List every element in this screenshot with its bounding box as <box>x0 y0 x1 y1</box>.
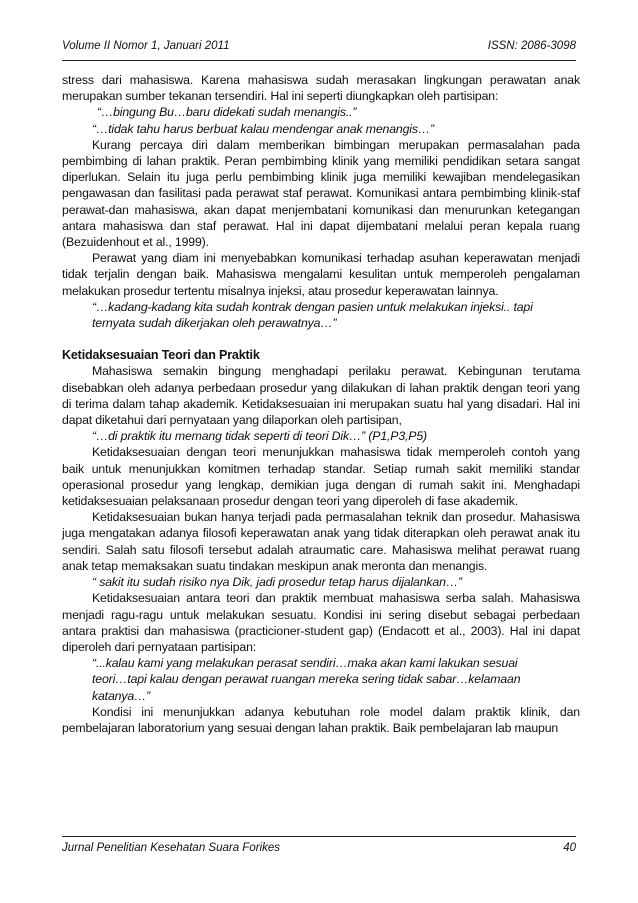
article-body <box>62 72 580 736</box>
paragraph: Ketidaksesuaian bukan hanya terjadi pada permasalahan teknik dan prosedur. Mahasiswa juga mengatakan adanya filosofi keperawatan anak yang tidak diterapkan oleh perawat anak itu sendiri. Salah satu filosofi tersebut adalah atraumatic care. Mahasiswa melihat perawat ruang anak tetap memaksakan suatu tindakan meskipun anak meronta dan menangis. <box>62 510 580 573</box>
page-header <box>62 40 576 52</box>
paragraph: stress dari mahasiswa. Karena mahasiswa sudah merasakan lingkungan perawatan anak merupakan sumber tekanan tersendiri. Hal ini seperti diungkapkan oleh partisipan: <box>62 73 580 104</box>
journal-name: Jurnal Penelitian Kesehatan Suara Forikes <box>62 842 280 854</box>
paragraph: Ketidaksesuaian antara teori dan praktik membuat mahasiswa serba salah. Mahasiswa menjadi ragu-ragu untuk melakukan sesuatu. Kondisi ini sering disebut sebagai perbedaan antara praktisi dan mahasiswa (practicioner-student gap) (Endacott et al., 2003). Hal ini dapat diperoleh dari pernyataan partisipan: <box>62 591 580 654</box>
participant-quote: ternyata sudah dikerjakan oleh perawatnya…” <box>92 316 337 331</box>
issn: ISSN: 2086-3098 <box>487 40 576 52</box>
page-number: 40 <box>563 842 576 854</box>
journal-volume: Volume II Nomor 1, Januari 2011 <box>62 40 230 52</box>
participant-quote: “…tidak tahu harus berbuat kalau mendengar anak menangis…” <box>92 121 434 136</box>
page-footer <box>62 842 576 854</box>
participant-quote: “…di praktik itu memang tidak seperti di teori Dik…” (P1,P3,P5) <box>92 429 427 444</box>
paragraph: Mahasiswa semakin bingung menghadapi perilaku perawat. Kebingunan terutama disebabkan oleh adanya perbedaan prosedur yang dilakukan di lahan praktik dengan teori yang di terima dalam tahap akademik. Ketidaksesuaian ini merupakan suatu hal yang disadari. Hal ini dapat diketahui dari pernyataan yang dilaporkan oleh partisipan, <box>62 364 580 428</box>
header-divider <box>62 60 576 61</box>
participant-quote: “...kalau kami yang melakukan perasat sendiri…maka akan kami lakukan sesuai <box>92 656 518 671</box>
paragraph: Perawat yang diam ini menyebabkan komunikasi terhadap asuhan keperawatan menjadi tidak terjalin dengan baik. Mahasiswa mengalami kesulitan untuk memperoleh pengalaman melakukan prosedur tertentu misalnya injeksi, atau prosedur keperawatan lainnya. <box>62 251 580 298</box>
participant-quote: “ sakit itu sudah risiko nya Dik, jadi prosedur tetap harus dijalankan…” <box>92 575 462 590</box>
section-heading: Ketidaksesuaian Teori dan Praktik <box>62 348 260 363</box>
footer-divider <box>62 836 576 837</box>
paragraph: Ketidaksesuaian dengan teori menunjukkan mahasiswa tidak memperoleh contoh yang baik untuk menunjukkan komitmen terhadap standar. Setiap rumah sakit memiliki standar operasional prosedur yang lengkap, demikian juga dengan di rumah sakit ini. Menghadapi ketidaksesuaian pelaksanaan prosedur dengan teori yang diperoleh di fase akademik. <box>62 445 580 509</box>
paragraph: Kondisi ini menunjukkan adanya kebutuhan role model dalam praktik klinik, dan pembelajaran laboratorium yang sesuai dengan lahan praktik. Baik pembelajaran lab maupun <box>62 704 580 735</box>
participant-quote: “…kadang-kadang kita sudah kontrak dengan pasien untuk melakukan injeksi.. tapi <box>92 299 533 314</box>
participant-quote: katanya…” <box>92 688 151 703</box>
participant-quote: “…bingung Bu…baru didekati sudah menangis..” <box>97 105 357 120</box>
paragraph: Kurang percaya diri dalam memberikan bimbingan merupakan permasalahan pada pembimbing di lahan praktik. Peran pembimbing klinik yang memiliki pendidikan setara sangat diperlukan. Selain itu juga perlu pembimbing klinik juga memiliki kewajiban mendelegasikan pengawasan dan fasilitasi pada perawat staf perawat. Komunikasi antara pembimbing klinik-staf perawat-dan mahasiswa, akan dapat menjembatani komunikasi dan menurunkan ketegangan antara mahasiswa dan staf perawat. Hal ini dapat dijembatani melalui peran kepala ruang (Bezuidenhout et al., 1999). <box>62 137 580 250</box>
participant-quote: teori…tapi kalau dengan perawat ruangan mereka sering tidak sabar…kelamaan <box>92 672 521 687</box>
